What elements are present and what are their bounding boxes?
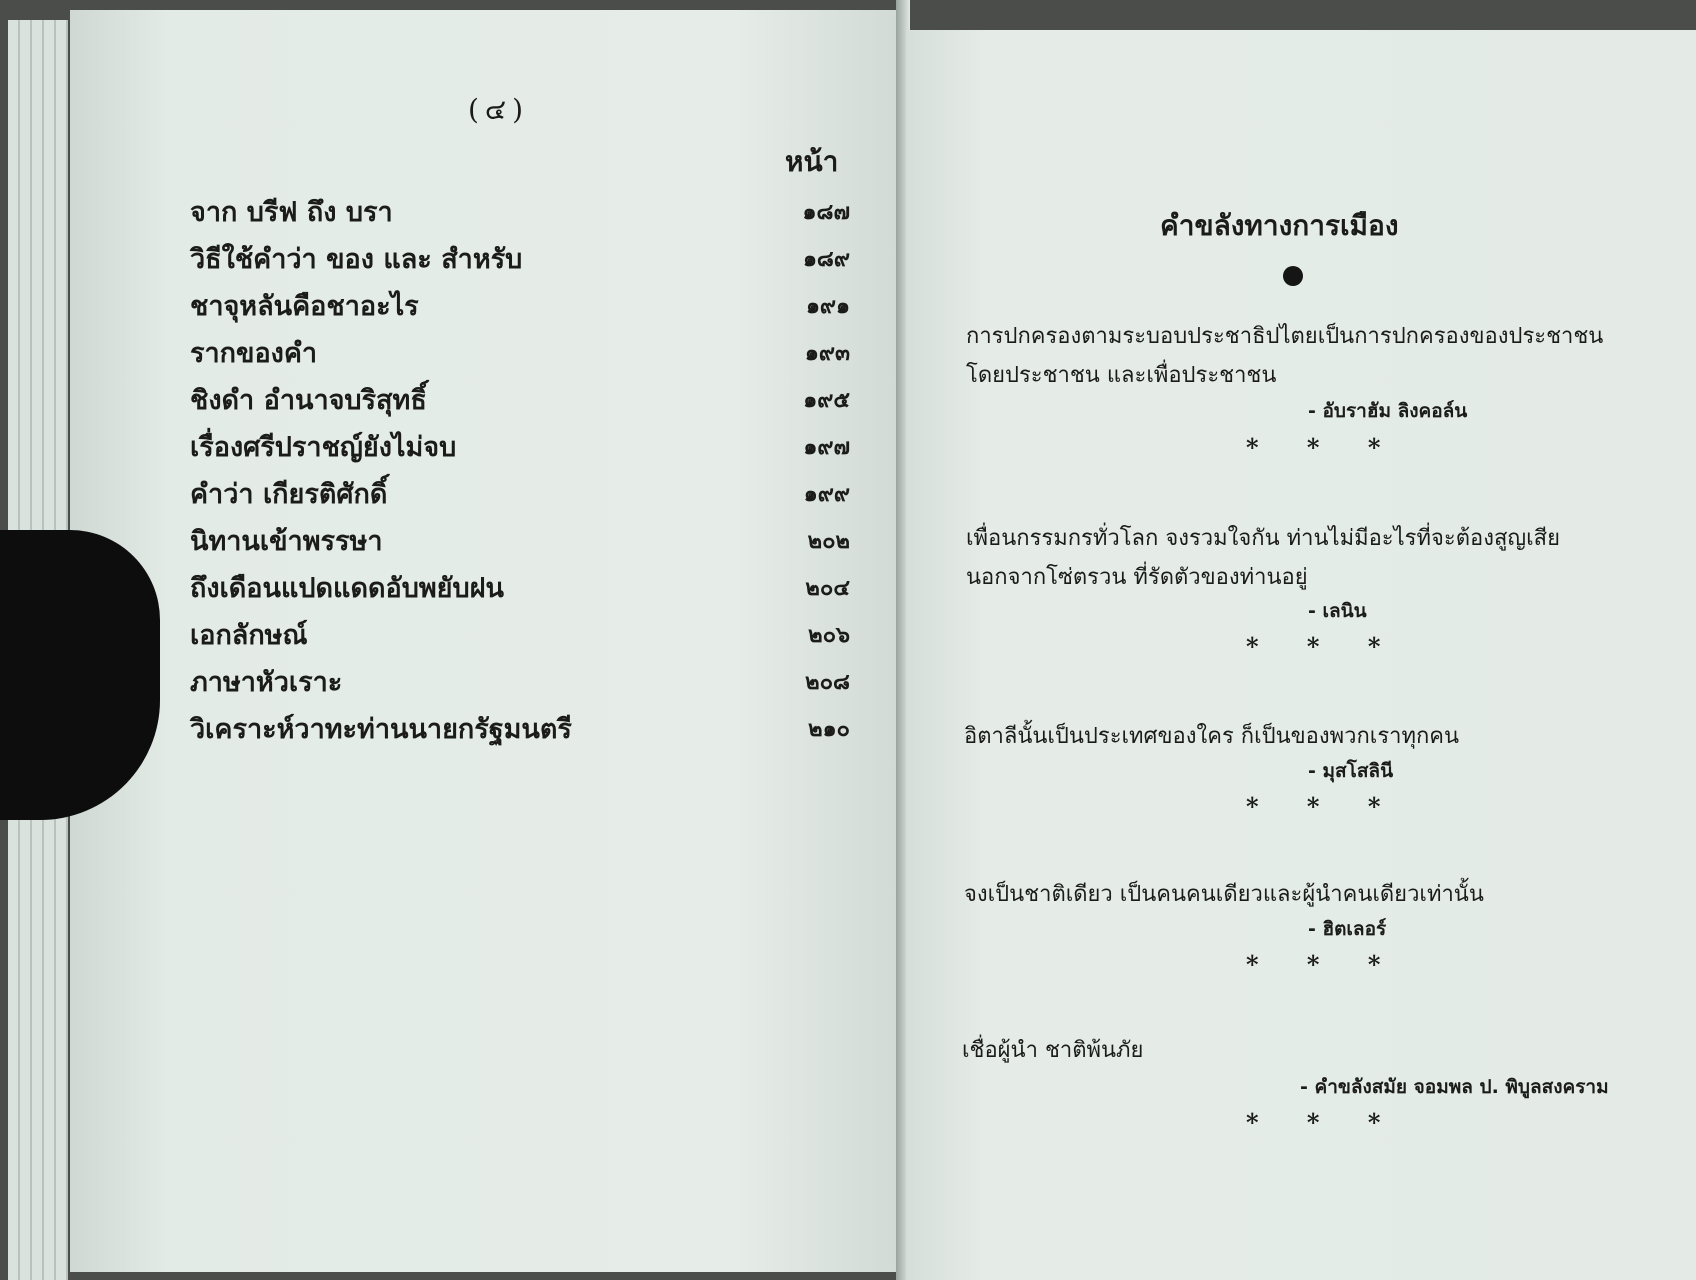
- quote-line: เพื่อนกรรมกรทั่วโลก จงรวมใจกัน ท่านไม่มีอะไรที่จะต้องสูญเสีย: [966, 526, 1560, 551]
- quote-attribution: - คำขลังสมัย จอมพล ป. พิบูลสงคราม: [1300, 1076, 1609, 1098]
- toc-entry-title: ถึงเดือนแปดแดดอับพยับฝน: [190, 573, 504, 604]
- toc-entry-title: คำว่า เกียรติศักดิ์: [190, 479, 388, 510]
- quote-separator: * * *: [1246, 433, 1401, 462]
- toc-entry-title: เอกลักษณ์: [190, 620, 308, 651]
- toc-entry-page: ๒๐๔: [805, 575, 850, 601]
- toc-entry-page: ๑๙๓: [804, 340, 850, 366]
- toc-entry-page: ๑๙๙: [803, 481, 850, 507]
- toc-entry-title: วิเคราะห์วาทะท่านนายกรัฐมนตรี: [190, 714, 572, 745]
- toc-entry-page: ๒๑๐: [808, 716, 850, 742]
- toc-entry-title: รากของคำ: [190, 338, 318, 369]
- quote-attribution: - ฮิตเลอร์: [1308, 918, 1387, 940]
- toc-entry-page: ๒๐๒: [807, 528, 850, 554]
- toc-entry-title: วิธีใช้คำว่า ของ และ สำหรับ: [190, 244, 523, 275]
- quote-attribution: - มุสโสลินี: [1308, 760, 1394, 782]
- quote-line: นอกจากโซ่ตรวน ที่รัดตัวของท่านอยู่: [966, 565, 1308, 590]
- quote-line: เชื่อผู้นำ ชาติพ้นภัย: [962, 1038, 1144, 1063]
- toc-entry-page: ๑๘๙: [802, 246, 850, 272]
- toc-entry-page: ๑๙๕: [803, 387, 850, 413]
- toc-entry: [190, 707, 850, 747]
- toc-entry-title: เรื่องศรีปราชญ์ยังไม่จบ: [190, 432, 457, 463]
- toc-entry: [190, 378, 850, 418]
- toc-entry: [190, 566, 850, 606]
- quote-separator: * * *: [1246, 632, 1401, 661]
- toc-entry-title: ภาษาหัวเราะ: [190, 667, 343, 698]
- quote-attribution: - อับราฮัม ลิงคอล์น: [1308, 400, 1468, 422]
- quote-line: อิตาลีนั้นเป็นประเทศของใคร ก็เป็นของพวกเราทุกคน: [964, 724, 1460, 749]
- toc-entry: [190, 331, 850, 371]
- toc-entry: [190, 519, 850, 559]
- toc-entry-page: ๑๙๑: [805, 293, 850, 319]
- toc-entry: [190, 613, 850, 653]
- toc-entry-page: ๑๘๗: [802, 199, 850, 225]
- quote-line: โดยประชาชน และเพื่อประชาชน: [966, 363, 1277, 388]
- toc-entry: [190, 284, 850, 324]
- toc-entry-page: ๒๐๖: [808, 622, 850, 648]
- quote-separator: * * *: [1246, 1108, 1401, 1137]
- quote-attribution: - เลนิน: [1308, 600, 1367, 622]
- bullet-dot: [1283, 266, 1303, 286]
- quote-separator: * * *: [1246, 950, 1401, 979]
- toc-entry: [190, 660, 850, 700]
- quote-line: จงเป็นชาติเดียว เป็นคนคนเดียวและผู้นำคนเดียวเท่านั้น: [964, 882, 1484, 907]
- toc-entry-title: ชาจุหลันคือชาอะไร: [190, 291, 419, 322]
- toc-entry-page: ๑๙๗: [803, 434, 850, 460]
- toc-entry: [190, 237, 850, 277]
- toc-entry-title: ชิงดำ อำนาจบริสุทธิ์: [190, 385, 427, 416]
- toc-entry: [190, 472, 850, 512]
- page-number: (๔): [468, 93, 530, 126]
- toc-page-header: หน้า: [785, 145, 839, 178]
- toc-entry-page: ๒๐๘: [805, 669, 850, 695]
- toc-entry-title: นิทานเข้าพรรษา: [190, 526, 383, 557]
- toc-entry: [190, 190, 850, 230]
- quote-separator: * * *: [1246, 792, 1401, 821]
- toc-entry-title: จาก บรีฟ ถึง บรา: [190, 197, 393, 228]
- section-title: คำขลังทางการเมือง: [1160, 209, 1399, 242]
- quote-line: การปกครองตามระบอบประชาธิปไตยเป็นการปกครองของประชาชน: [966, 324, 1604, 349]
- toc-entry: [190, 425, 850, 465]
